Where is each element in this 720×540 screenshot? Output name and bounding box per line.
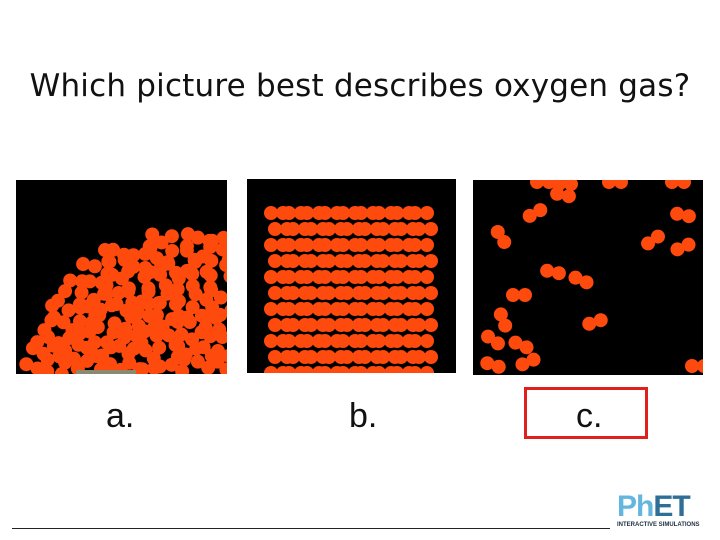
oxygen-atom xyxy=(300,238,314,252)
oxygen-atom xyxy=(412,222,426,236)
oxygen-atom xyxy=(562,189,576,203)
oxygen-atom xyxy=(412,318,426,332)
oxygen-atom xyxy=(340,254,354,268)
oxygen-atom xyxy=(212,323,226,337)
gas-molecules-image xyxy=(473,180,703,375)
oxygen-atom xyxy=(340,350,354,364)
oxygen-atom xyxy=(203,280,217,294)
oxygen-atom xyxy=(412,350,426,364)
oxygen-atom xyxy=(200,265,214,279)
oxygen-atom xyxy=(540,264,554,278)
option-b-image[interactable] xyxy=(247,179,456,373)
oxygen-atom xyxy=(300,334,314,348)
oxygen-atom xyxy=(336,302,350,316)
oxygen-atom xyxy=(322,318,336,332)
oxygen-atom xyxy=(268,222,282,236)
oxygen-atom xyxy=(318,238,332,252)
solid-molecules-image xyxy=(247,179,456,373)
oxygen-atom xyxy=(376,286,390,300)
oxygen-atom xyxy=(376,318,390,332)
oxygen-atom xyxy=(171,339,185,353)
oxygen-atom xyxy=(424,350,438,364)
oxygen-atom xyxy=(300,270,314,284)
oxygen-atom xyxy=(213,308,227,322)
oxygen-atom xyxy=(126,248,140,262)
oxygen-atom xyxy=(390,334,404,348)
logo-tagline: INTERACTIVE SIMULATIONS xyxy=(617,522,700,528)
oxygen-atom xyxy=(394,222,408,236)
oxygen-atom xyxy=(322,222,336,236)
oxygen-atom xyxy=(527,353,541,367)
oxygen-atom xyxy=(424,254,438,268)
oxygen-atom xyxy=(394,254,408,268)
oxygen-atom xyxy=(354,238,368,252)
oxygen-atom xyxy=(390,238,404,252)
oxygen-atom xyxy=(286,350,300,364)
oxygen-atom xyxy=(205,234,219,248)
oxygen-atom xyxy=(322,286,336,300)
oxygen-atom xyxy=(358,254,372,268)
oxygen-atom xyxy=(552,266,566,280)
oxygen-atom xyxy=(336,206,350,220)
oxygen-atom xyxy=(408,334,422,348)
oxygen-atom xyxy=(264,334,278,348)
oxygen-atom xyxy=(122,281,136,295)
option-a-image[interactable] xyxy=(16,180,227,374)
oxygen-atom xyxy=(83,274,97,288)
oxygen-atom xyxy=(318,270,332,284)
oxygen-atom xyxy=(506,288,520,302)
oxygen-atom xyxy=(47,310,61,324)
oxygen-atom xyxy=(358,222,372,236)
oxygen-atom xyxy=(677,180,691,189)
oxygen-atom xyxy=(264,366,278,373)
oxygen-atom xyxy=(685,359,699,373)
oxygen-atom xyxy=(143,239,157,253)
oxygen-atom xyxy=(670,207,684,221)
oxygen-atom xyxy=(63,273,77,287)
oxygen-atom xyxy=(580,275,594,289)
option-c-label[interactable]: c. xyxy=(576,397,603,435)
oxygen-atom xyxy=(300,206,314,220)
oxygen-atom xyxy=(424,318,438,332)
oxygen-atom xyxy=(304,254,318,268)
oxygen-atom xyxy=(354,206,368,220)
question-title: Which picture best describes oxygen gas? xyxy=(29,68,691,104)
oxygen-atom xyxy=(169,283,183,297)
oxygen-atom xyxy=(336,334,350,348)
oxygen-atom xyxy=(180,311,194,325)
oxygen-atom xyxy=(682,209,696,223)
oxygen-atom xyxy=(264,302,278,316)
logo-wordmark-part2: ET xyxy=(653,490,690,523)
oxygen-atom xyxy=(322,350,336,364)
oxygen-atom xyxy=(100,335,114,349)
oxygen-atom xyxy=(88,335,102,349)
oxygen-atom xyxy=(282,302,296,316)
oxygen-atom xyxy=(408,270,422,284)
oxygen-atom xyxy=(390,206,404,220)
oxygen-atom xyxy=(682,238,696,252)
oxygen-atom xyxy=(372,270,386,284)
option-a-label[interactable]: a. xyxy=(106,397,135,435)
oxygen-atom xyxy=(67,352,81,366)
oxygen-atom xyxy=(530,180,544,189)
oxygen-atom xyxy=(264,206,278,220)
oxygen-atom xyxy=(132,319,146,333)
oxygen-atom xyxy=(390,302,404,316)
option-b-label[interactable]: b. xyxy=(349,397,378,435)
oxygen-atom xyxy=(408,238,422,252)
oxygen-atom xyxy=(358,318,372,332)
oxygen-atom xyxy=(394,318,408,332)
oxygen-atom xyxy=(134,336,148,350)
oxygen-atom xyxy=(180,239,194,253)
oxygen-atom xyxy=(518,288,532,302)
oxygen-atom xyxy=(318,334,332,348)
oxygen-atom xyxy=(372,334,386,348)
oxygen-atom xyxy=(286,254,300,268)
oxygen-atom xyxy=(412,254,426,268)
oxygen-atom xyxy=(153,296,167,310)
oxygen-atom xyxy=(408,206,422,220)
oxygen-atom xyxy=(498,319,512,333)
oxygen-atom xyxy=(614,180,628,189)
oxygen-atom xyxy=(491,336,505,350)
oxygen-atom xyxy=(354,302,368,316)
oxygen-atom xyxy=(376,222,390,236)
oxygen-atom xyxy=(125,296,139,310)
oxygen-atom xyxy=(282,206,296,220)
oxygen-atom xyxy=(322,254,336,268)
oxygen-atom xyxy=(286,286,300,300)
oxygen-atom xyxy=(318,302,332,316)
oxygen-atom xyxy=(87,293,101,307)
oxygen-atom xyxy=(30,335,44,349)
oxygen-atom xyxy=(372,206,386,220)
oxygen-atom xyxy=(73,297,87,311)
oxygen-atom xyxy=(420,270,434,284)
oxygen-atom xyxy=(143,265,157,279)
oxygen-atom xyxy=(141,281,155,295)
oxygen-atom xyxy=(408,302,422,316)
oxygen-atom xyxy=(282,334,296,348)
oxygen-atom xyxy=(420,366,434,373)
oxygen-atom xyxy=(497,235,511,249)
oxygen-atom xyxy=(100,267,114,281)
oxygen-atom xyxy=(520,340,534,354)
oxygen-atom xyxy=(390,270,404,284)
oxygen-atom xyxy=(492,360,506,374)
oxygen-atom xyxy=(37,323,51,337)
oxygen-atom xyxy=(354,334,368,348)
oxygen-atom xyxy=(420,238,434,252)
oxygen-atom xyxy=(376,254,390,268)
oxygen-atom xyxy=(420,334,434,348)
oxygen-atom xyxy=(51,294,65,308)
oxygen-atom xyxy=(185,332,199,346)
oxygen-atom xyxy=(372,238,386,252)
oxygen-atom xyxy=(340,286,354,300)
logo-wordmark-part1: Ph xyxy=(617,490,654,523)
oxygen-atom xyxy=(358,350,372,364)
oxygen-atom xyxy=(161,255,175,269)
oxygen-atom xyxy=(71,338,85,352)
oxygen-atom xyxy=(394,350,408,364)
oxygen-atom xyxy=(594,313,608,327)
oxygen-atom xyxy=(602,180,616,189)
oxygen-atom xyxy=(424,286,438,300)
oxygen-atom xyxy=(697,359,703,373)
oxygen-atom xyxy=(95,349,109,363)
oxygen-atom xyxy=(91,320,105,334)
oxygen-atom xyxy=(533,203,547,217)
oxygen-atom xyxy=(424,222,438,236)
liquid-molecules-image xyxy=(16,180,227,374)
oxygen-atom xyxy=(186,279,200,293)
container-floor xyxy=(76,370,136,374)
oxygen-atom xyxy=(394,286,408,300)
phet-logo xyxy=(617,492,715,534)
oxygen-atom xyxy=(336,238,350,252)
oxygen-atom xyxy=(336,270,350,284)
oxygen-atom xyxy=(550,187,564,201)
oxygen-atom xyxy=(268,318,282,332)
oxygen-atom xyxy=(73,314,87,328)
oxygen-atom xyxy=(268,350,282,364)
oxygen-atom xyxy=(118,322,132,336)
oxygen-atom xyxy=(196,250,210,264)
oxygen-atom xyxy=(155,235,169,249)
oxygen-atom xyxy=(354,270,368,284)
oxygen-atom xyxy=(76,257,90,271)
oxygen-atom xyxy=(665,180,679,189)
oxygen-atom xyxy=(88,259,102,273)
oxygen-atom xyxy=(340,318,354,332)
oxygen-atom xyxy=(372,302,386,316)
oxygen-atom xyxy=(340,222,354,236)
footer-divider xyxy=(12,528,610,529)
oxygen-atom xyxy=(318,206,332,220)
oxygen-atom xyxy=(300,302,314,316)
oxygen-atom xyxy=(304,286,318,300)
oxygen-atom xyxy=(420,206,434,220)
oxygen-atom xyxy=(150,308,164,322)
oxygen-atom xyxy=(199,311,213,325)
oxygen-atom xyxy=(147,351,161,365)
oxygen-atom xyxy=(282,238,296,252)
oxygen-atom xyxy=(412,286,426,300)
oxygen-atom xyxy=(420,302,434,316)
oxygen-atom xyxy=(564,180,578,191)
option-c-image[interactable] xyxy=(473,180,703,375)
oxygen-atom xyxy=(286,318,300,332)
oxygen-atom xyxy=(304,318,318,332)
oxygen-atom xyxy=(268,254,282,268)
oxygen-atom xyxy=(358,286,372,300)
oxygen-atom xyxy=(651,230,665,244)
oxygen-atom xyxy=(376,350,390,364)
oxygen-atom xyxy=(51,336,65,350)
oxygen-atom xyxy=(304,350,318,364)
oxygen-atom xyxy=(286,222,300,236)
oxygen-atom xyxy=(264,238,278,252)
oxygen-atom xyxy=(264,270,278,284)
oxygen-atom xyxy=(268,286,282,300)
oxygen-atom xyxy=(282,270,296,284)
oxygen-atom xyxy=(304,222,318,236)
